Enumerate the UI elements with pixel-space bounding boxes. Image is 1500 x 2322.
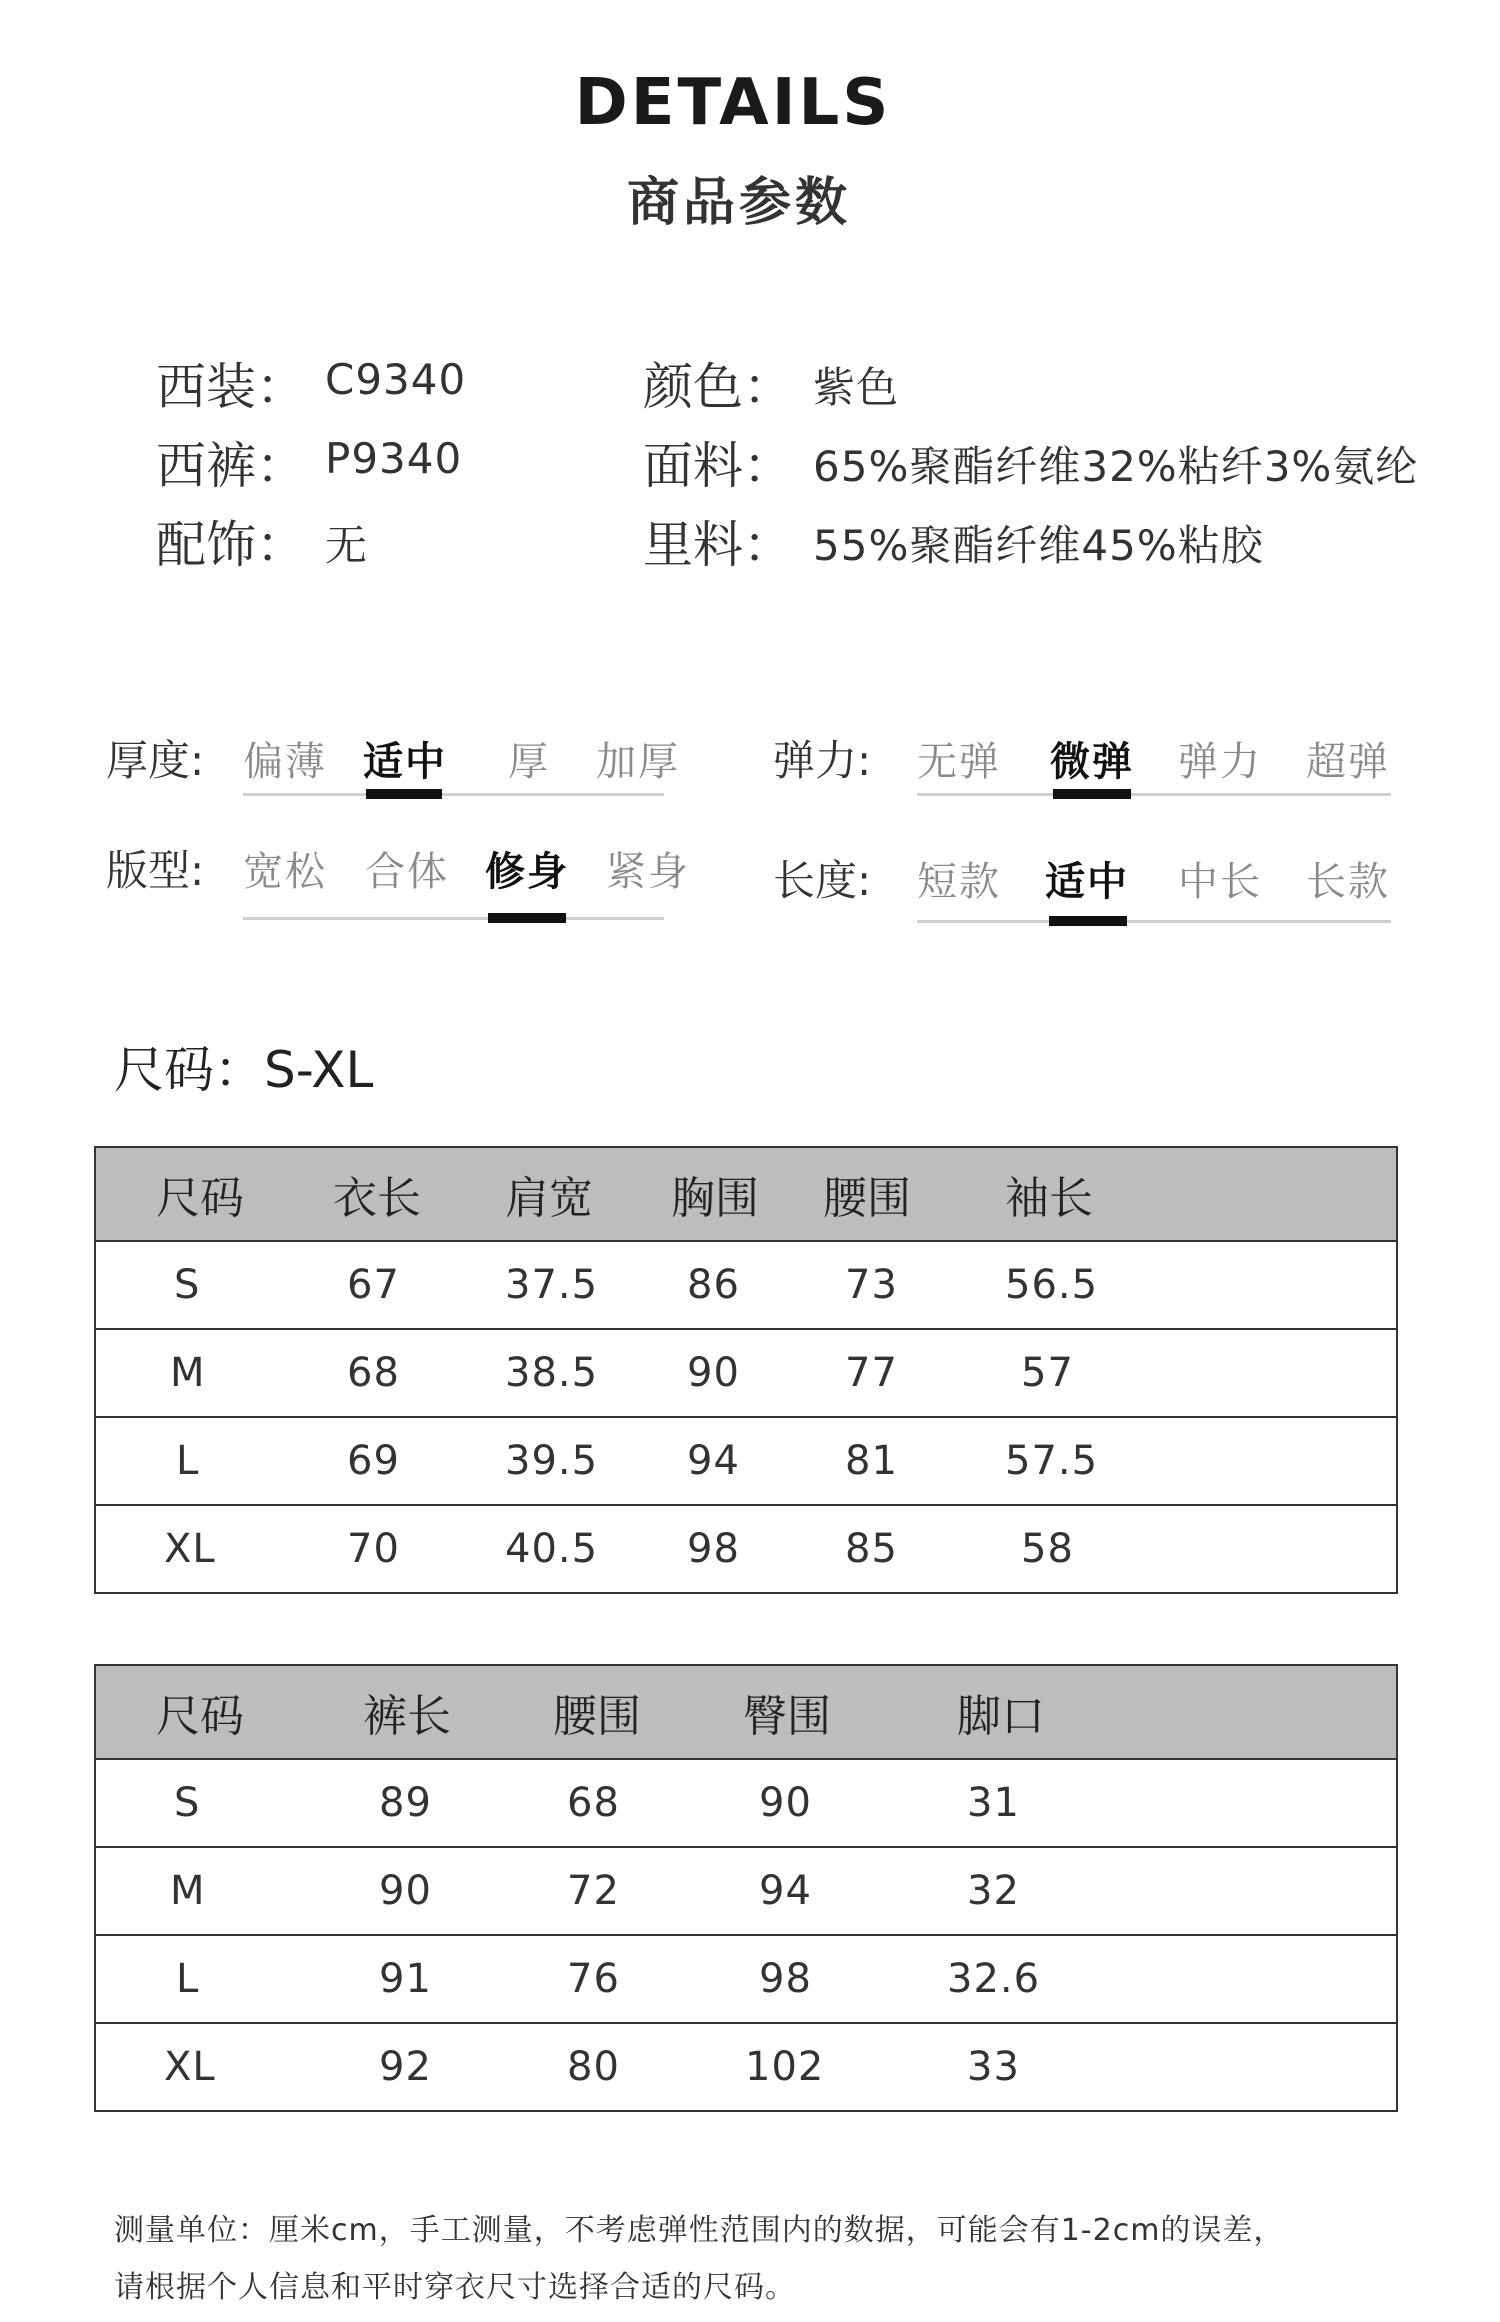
table-cell: 94 [743, 1847, 943, 1935]
thickness-scale-line [243, 793, 664, 796]
table-cell: L [95, 1935, 363, 2023]
size-range: 尺码：S-XL [114, 1041, 374, 1099]
table-cell: 33 [943, 2023, 1397, 2111]
table-row [95, 1329, 1397, 1417]
table-cell: S [95, 1241, 333, 1329]
table-cell: XL [95, 1505, 333, 1593]
table-cell: 90 [743, 1759, 943, 1847]
page-title: DETAILS [574, 66, 892, 140]
table-header-cell: 腰围 [823, 1147, 997, 1241]
table-header-cell: 肩宽 [505, 1147, 671, 1241]
table-cell: 67 [333, 1241, 505, 1329]
table-header-cell: 裤长 [363, 1665, 553, 1759]
table-cell: S [95, 1759, 363, 1847]
length-indicator [1049, 916, 1127, 926]
table-header-cell: 衣长 [333, 1147, 505, 1241]
table-cell: 32.6 [943, 1935, 1397, 2023]
spec-label-lining: 里料： [643, 516, 793, 574]
fit-option: 合体 [365, 849, 449, 895]
table-cell: 102 [743, 2023, 943, 2111]
attr-label-thickness: 厚度: [106, 736, 205, 785]
thickness-indicator [366, 789, 442, 799]
fit-scale-line [243, 917, 664, 920]
attr-label-fit: 版型: [106, 846, 205, 895]
table-cell: 38.5 [505, 1329, 671, 1417]
length-option: 短款 [917, 859, 1001, 905]
table-cell: M [95, 1329, 333, 1417]
elasticity-option: 弹力 [1178, 739, 1262, 785]
length-option: 中长 [1178, 859, 1262, 905]
table-cell: 56.5 [997, 1241, 1397, 1329]
elasticity-option: 超弹 [1306, 739, 1390, 785]
table-cell: 86 [671, 1241, 823, 1329]
length-option: 长款 [1306, 859, 1390, 905]
spec-value-fabric: 65%聚酯纤维32%粘纤3%氨纶 [813, 442, 1419, 491]
table-cell: 57.5 [997, 1417, 1397, 1505]
jacket-size-table [94, 1146, 1398, 1594]
table-header-cell: 胸围 [671, 1147, 823, 1241]
table-cell: 39.5 [505, 1417, 671, 1505]
thickness-option: 偏薄 [243, 739, 327, 785]
spec-label-pants: 西裤： [156, 437, 306, 495]
table-cell: 69 [333, 1417, 505, 1505]
table-cell: 57 [997, 1329, 1397, 1417]
table-cell: 98 [743, 1935, 943, 2023]
spec-label-accessory: 配饰： [156, 516, 306, 574]
length-option-selected: 适中 [1045, 859, 1129, 905]
spec-value-accessory: 无 [325, 521, 369, 570]
fit-option: 紧身 [606, 849, 690, 895]
table-cell: 73 [823, 1241, 997, 1329]
table-cell: M [95, 1847, 363, 1935]
table-cell: 31 [943, 1759, 1397, 1847]
fit-option-selected: 修身 [485, 849, 569, 895]
table-cell: L [95, 1417, 333, 1505]
pants-size-table [94, 1664, 1398, 2112]
table-row [95, 1935, 1397, 2023]
spec-value-color: 紫色 [813, 363, 900, 412]
table-cell: 40.5 [505, 1505, 671, 1593]
table-cell: 90 [671, 1329, 823, 1417]
fit-indicator [488, 913, 566, 923]
table-cell: 68 [553, 1759, 743, 1847]
table-header-cell: 臀围 [743, 1665, 943, 1759]
elasticity-option-selected: 微弹 [1050, 739, 1134, 785]
attr-label-elasticity: 弹力: [773, 736, 872, 785]
table-row [95, 2023, 1397, 2111]
table-row [95, 1417, 1397, 1505]
table-header-row [95, 1665, 1397, 1759]
attr-label-length: 长度: [773, 856, 872, 905]
spec-label-color: 颜色： [643, 358, 793, 416]
table-header-cell: 尺码 [95, 1665, 363, 1759]
table-header-cell: 袖长 [997, 1147, 1397, 1241]
table-row [95, 1847, 1397, 1935]
table-cell: 70 [333, 1505, 505, 1593]
length-scale-line [917, 920, 1391, 923]
table-cell: 81 [823, 1417, 997, 1505]
elasticity-scale-line [917, 793, 1391, 796]
table-cell: 77 [823, 1329, 997, 1417]
table-header-cell: 腰围 [553, 1665, 743, 1759]
table-row [95, 1759, 1397, 1847]
measurement-note: 测量单位：厘米cm，手工测量，不考虑弹性范围内的数据，可能会有1-2cm的误差， [114, 2213, 1285, 2248]
table-cell: 94 [671, 1417, 823, 1505]
table-cell: 72 [553, 1847, 743, 1935]
size-advice-note: 请根据个人信息和平时穿衣尺寸选择合适的尺码。 [114, 2270, 796, 2305]
table-header-row [95, 1147, 1397, 1241]
table-row [95, 1505, 1397, 1593]
thickness-option-selected: 适中 [363, 739, 447, 785]
table-cell: 32 [943, 1847, 1397, 1935]
spec-value-pants: P9340 [325, 434, 463, 483]
table-header-cell: 尺码 [95, 1147, 333, 1241]
fit-option: 宽松 [243, 849, 327, 895]
page-subtitle: 商品参数 [626, 173, 851, 233]
table-cell: XL [95, 2023, 363, 2111]
table-cell: 92 [363, 2023, 553, 2111]
table-header-cell: 脚口 [943, 1665, 1397, 1759]
table-cell: 58 [997, 1505, 1397, 1593]
table-cell: 91 [363, 1935, 553, 2023]
table-cell: 37.5 [505, 1241, 671, 1329]
table-cell: 76 [553, 1935, 743, 2023]
table-cell: 90 [363, 1847, 553, 1935]
thickness-option: 加厚 [596, 739, 680, 785]
spec-label-fabric: 面料： [643, 437, 793, 495]
elasticity-indicator [1053, 789, 1131, 799]
table-cell: 68 [333, 1329, 505, 1417]
table-cell: 80 [553, 2023, 743, 2111]
thickness-option: 厚 [508, 739, 550, 785]
spec-label-suit: 西装： [156, 358, 306, 416]
table-cell: 89 [363, 1759, 553, 1847]
elasticity-option: 无弹 [917, 739, 1001, 785]
table-cell: 85 [823, 1505, 997, 1593]
table-cell: 98 [671, 1505, 823, 1593]
spec-value-suit: C9340 [325, 355, 467, 404]
table-row [95, 1241, 1397, 1329]
spec-value-lining: 55%聚酯纤维45%粘胶 [813, 521, 1264, 570]
